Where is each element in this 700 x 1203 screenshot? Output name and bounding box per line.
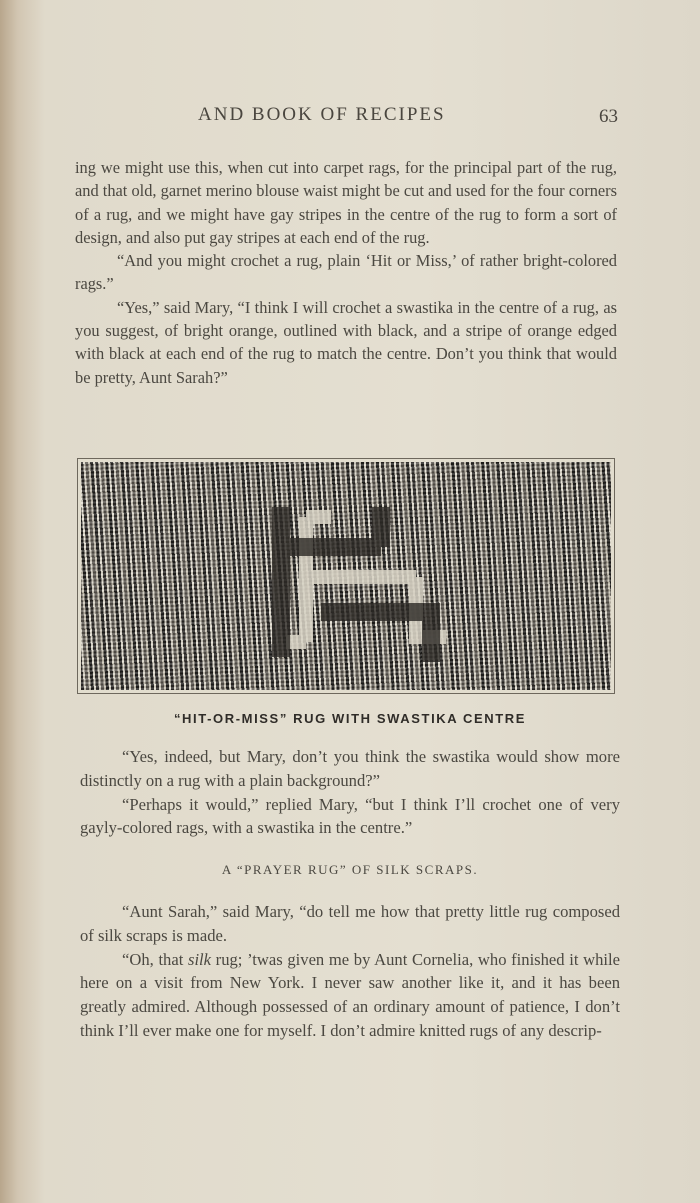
section-heading-title: “PRAYER RUG” OF SILK SCRAPS. bbox=[236, 862, 479, 877]
paragraph-continuation: ing we might use this, when cut into carpet rags, for the principal part of the rug, and that old, garnet merino blouse waist might be cut and used for the four corners of a rug, and we might have gay stripes in the centre of the rug to form a sort of design, and also put gay stripes at each end of the rug. bbox=[75, 158, 617, 247]
paragraph: “Yes, indeed, but Mary, don’t you think the swastika would show more distinctly on a rug with a plain background?” bbox=[80, 747, 620, 790]
running-head bbox=[76, 104, 618, 134]
top-text-block bbox=[75, 156, 617, 389]
italic-word: silk bbox=[187, 949, 212, 969]
bottom-text-block bbox=[80, 900, 620, 1043]
section-heading-lead: A bbox=[221, 862, 233, 877]
rug-photo bbox=[81, 462, 611, 690]
paragraph: “Yes,” said Mary, “I think I will crochet a swastika in the centre of a rug, as you suggest, of bright orange, outlined with black, and a stripe of orange edged with black at each end of the rug to match the centre. Don’t you think that would be pretty, Aunt Sarah?” bbox=[75, 297, 617, 387]
text-run: rug; ’twas given me by Aunt Cornelia, who finished it while here on a visit from New York. I never saw another like it, and it has been greatly admired. Although possessed of an ordinary amount of patience, I don’t think I’ll ever make one for myself. I don’t admire knitted rugs of any descrip- bbox=[80, 949, 620, 1040]
figure-caption: “HIT-OR-MISS” RUG WITH SWASTIKA CENTRE bbox=[173, 711, 527, 726]
paragraph bbox=[80, 948, 620, 1043]
rug-figure bbox=[77, 458, 615, 694]
running-title: AND BOOK OF RECIPES bbox=[198, 104, 446, 125]
paragraph: “And you might crochet a rug, plain ‘Hit or Miss,’ of rather bright-colored rags.” bbox=[75, 251, 617, 294]
paragraph: “Perhaps it would,” replied Mary, “but I think I’ll crochet one of very gayly-colored rags, with a swastika in the centre.” bbox=[80, 794, 620, 838]
paragraph: “Aunt Sarah,” said Mary, “do tell me how that pretty little rug composed of silk scraps is made. bbox=[80, 902, 620, 945]
text-run: “Oh, that bbox=[122, 949, 188, 969]
swastika-motif bbox=[81, 462, 611, 690]
section-heading bbox=[80, 862, 620, 878]
page-number: 63 bbox=[599, 106, 618, 127]
middle-text-block bbox=[80, 745, 620, 840]
